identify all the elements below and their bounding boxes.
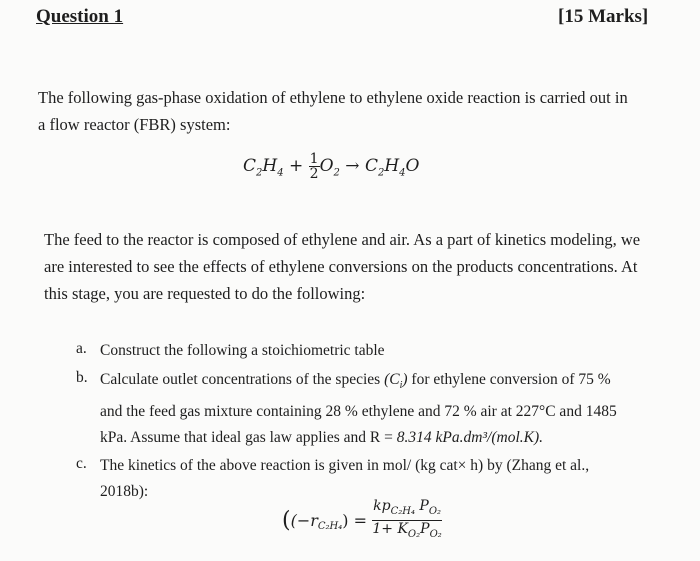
- question-title: Question 1: [36, 6, 124, 27]
- half-fraction: $\frac{1}{2}$: [309, 151, 319, 182]
- marks-label: [15 Marks]: [558, 6, 649, 27]
- intro-line-1: The following gas-phase oxidation of ethylene to ethylene oxide reaction is carried out in: [38, 88, 628, 107]
- task-b-text: [100, 367, 617, 451]
- task-a-text: Construct the following a stoichiometric table: [100, 342, 385, 359]
- task-b-line-2: and the feed gas mixture containing 28 % ethylene and 72 % air at 227°C and 1485: [100, 403, 617, 421]
- feed-line-3: this stage, you are requested to do the following:: [44, 284, 366, 303]
- intro-line-2: a flow reactor (FBR) system:: [38, 115, 231, 134]
- rate-fraction: $\frac{kp_{C_2H_4} P_{O_2}}{1+ K_{O_2}P_{O_2}}$: [372, 498, 442, 540]
- task-c-marker: c.: [76, 455, 87, 472]
- intro-paragraph: [38, 84, 628, 138]
- task-b-line-3: kPa. Assume that ideal gas law applies and R = 8.314 kPa.dm³/(mol.K).: [100, 429, 544, 447]
- reaction-equation: $C_2H_4$ + $\frac{1}{2}$ $O_2 \to C_2H_4O$: [243, 151, 420, 182]
- task-b-line-1: Calculate outlet concentrations of the species $(C_i)$ for ethylene conversion of 75 %: [100, 371, 611, 392]
- task-c-line-1: The kinetics of the above reaction is given in mol/ (kg cat× h) by (Zhang et al.,: [100, 457, 590, 474]
- task-b-marker: b.: [76, 369, 88, 386]
- feed-line-2: are interested to see the effects of ethylene conversions on the products concentrations. At: [44, 257, 638, 276]
- task-c-line-2: 2018b):: [100, 483, 149, 500]
- feed-line-1: The feed to the reactor is composed of ethylene and air. As a part of kinetics modeling, we: [44, 230, 641, 249]
- feed-paragraph: [44, 226, 640, 307]
- rate-law-equation: ($(-r_{C_2H_4})$ = $\frac{kp_{C_2H_4} P_{O_2}}{1+ K_{O_2}P_{O_2}}$: [282, 498, 442, 543]
- task-a-marker: a.: [76, 340, 87, 357]
